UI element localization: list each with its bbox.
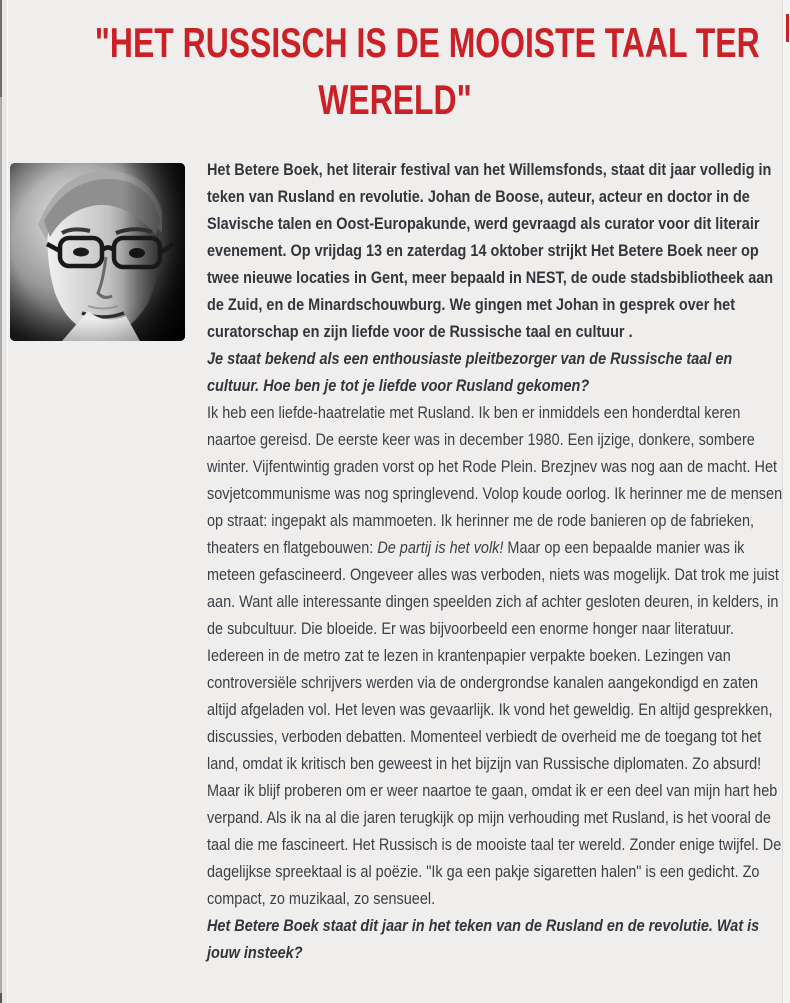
answer-italic-phrase: De partij is het volk! [377, 538, 504, 557]
interview-answer-1 [207, 399, 785, 912]
answer-text-part-2: Maar op een bepaalde manier was ik meteen gefascineerd. Ongeveer alles was verboden, niets was mogelijk. Dat trok me juist aan. Want alle interessante dingen speelden zich af achter gesloten deuren, in kelders, in de subcultuur. Die bloeide. Er was bijvoorbeeld een enorme honger naar literatuur. Iedereen in de metro zat te lezen in krantenpapier verpakte boeken. Lezingen van controversiële schrijvers werden via de ondergrondse kanalen aangekondigd en zaten altijd afgeladen vol. Het leven was gevaarlijk. Ik vond het geweldig. En altijd gesprekken, discussies, verboden debatten. Momenteel verbiedt de overheid me de toegang tot het land, omdat ik kritisch ben geweest in het bijzijn van Russische diplomaten. Zo absurd! Maar ik blijf proberen om er weer naartoe te gaan, omdat ik er een deel van mijn hart heb verpand. Als ik na al die jaren terugkijk op mijn verhouding met Rusland, is het vooral de taal die me fascineert. Het Russisch is de mooiste taal ter wereld. Zonder enige twijfel. De dagelijkse spreektaal is al poëzie. "Ik ga een pakje sigaretten halen" is een gedicht. Zo compact, zo muzikaal, zo sensueel. [207, 538, 782, 908]
article-body [207, 156, 785, 966]
intro-paragraph: Het Betere Boek, het literair festival van het Willemsfonds, staat dit jaar volledig in teken van Rusland en revolutie. Johan de Boose, auteur, acteur en doctor in de Slavische talen en Oost-Europakunde, werd gevraagd als curator voor dit literair evenement. Op vrijdag 13 en zaterdag 14 oktober strijkt Het Betere Boek neer op twee nieuwe locaties in Gent, meer bepaald in NEST, de oude stadsbibliotheek aan de Zuid, en de Minardschouwburg. We gingen met Johan in gesprek over het curatorschap en zijn liefde voor de Russische taal en cultuur . [207, 160, 774, 341]
portrait-photo-image [10, 163, 185, 341]
interview-question-2: Het Betere Boek staat dit jaar in het teken van de Rusland en de revolutie. Wat is jouw insteek? [207, 916, 760, 962]
interview-question-1: Je staat bekend als een enthousiaste pleitbezorger van de Russische taal en cultuur. Hoe ben je tot je liefde voor Rusland gekomen? [207, 349, 733, 395]
answer-text-part-1: Ik heb een liefde-haatrelatie met Rusland. Ik ben er inmiddels een honderdtal keren naartoe gereisd. De eerste keer was in december 1980. Een ijzige, donkere, sombere winter. Vijfentwintig graden vorst op het Rode Plein. Brezjnev was nog aan de macht. Het sovjetcommunisme was nog springlevend. Volop koude oorlog. Ik herinner me de mensen op straat: ingepakt als mammoeten. Ik herinner me de rode banieren op de fabrieken, theaters en flatgebouwen: [207, 403, 783, 557]
window-edge-left-highlight [7, 0, 8, 1003]
article-title-line-1: "HET RUSSISCH IS DE MOOISTE TAAL TER [94, 19, 760, 66]
article-title-line-2: WERELD" [318, 76, 472, 123]
portrait-photo [10, 163, 185, 341]
article-title [0, 14, 790, 128]
